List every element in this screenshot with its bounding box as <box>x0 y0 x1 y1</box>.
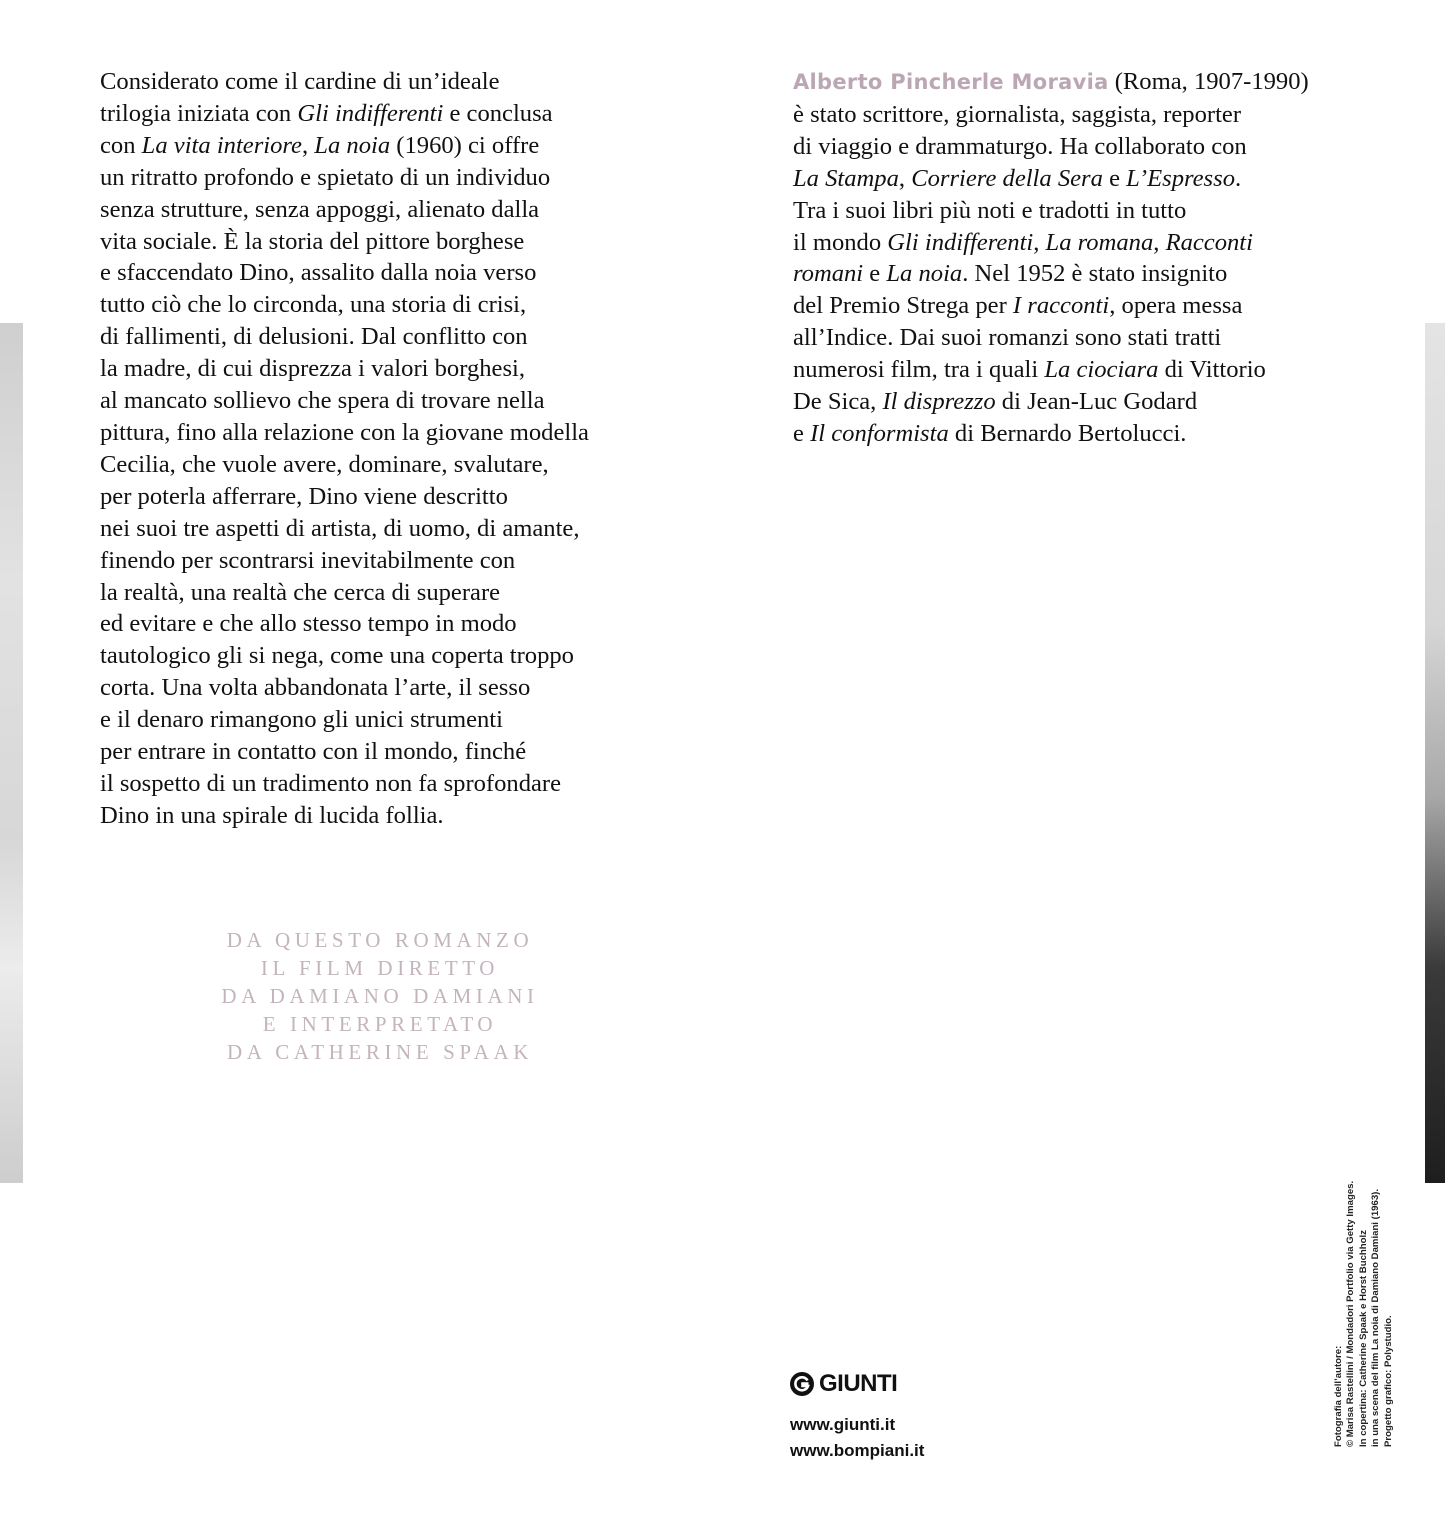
credit-line: Fotografia dell’autore: <box>1333 1345 1344 1447</box>
film-note-line: DA CATHERINE SPAAK <box>226 1040 534 1064</box>
bio-line: numerosi film, tra i quali La ciociara di Vittorio <box>793 356 1266 384</box>
website-link[interactable]: www.giunti.it <box>790 1415 896 1434</box>
bio-line: La Stampa, Corriere della Sera e L’Espresso. <box>793 164 1242 192</box>
bio-line: De Sica, Il disprezzo di Jean-Luc Godard <box>793 388 1198 416</box>
bio-line: Alberto Pincherle Moravia (Roma, 1907-1990) <box>793 68 1309 95</box>
blurb-line: senza strutture, senza appoggi, alienato dalla <box>100 195 540 223</box>
book-blurb <box>100 66 690 832</box>
italic-title: La noia <box>886 260 963 288</box>
blurb-line: tautologico gli si nega, come una coperta troppo <box>100 642 574 670</box>
film-note-line: DA DAMIANO DAMIANI <box>221 984 539 1008</box>
film-note-line: E INTERPRETATO <box>262 1012 498 1036</box>
bio-line: Tra i suoi libri più noti e tradotti in tutto <box>793 196 1187 224</box>
cover-photo-edge-left <box>0 323 23 1183</box>
blurb-line: pittura, fino alla relazione con la giovane modella <box>100 418 589 446</box>
bio-line: il mondo Gli indifferenti, La romana, Racconti <box>793 228 1253 256</box>
italic-title: Racconti <box>1165 228 1253 256</box>
blurb-line: per poterla afferrare, Dino viene descritto <box>100 482 508 510</box>
blurb-line: con La vita interiore, La noia (1960) ci offre <box>100 131 540 159</box>
credit-line: © Marisa Rastellini / Mondadori Portfolio via Getty Images. <box>1345 1180 1357 1447</box>
italic-title: La noia <box>314 131 391 159</box>
blurb-line: finendo per scontrarsi inevitabilmente con <box>100 546 516 574</box>
film-note-line: IL FILM DIRETTO <box>260 956 500 980</box>
credit-line: Progetto grafico: Polystudio. <box>1382 1315 1394 1447</box>
bio-line: è stato scrittore, giornalista, saggista, reporter <box>793 100 1242 128</box>
film-note-line: DA QUESTO ROMANZO <box>226 928 534 952</box>
blurb-line: per entrare in contatto con il mondo, finché <box>100 738 527 766</box>
italic-title: Il conformista <box>810 419 949 447</box>
italic-title: romani <box>793 260 864 288</box>
author-name: Alberto Pincherle Moravia <box>793 70 1109 94</box>
bio-line: di viaggio e drammaturgo. Ha collaborato con <box>793 132 1247 160</box>
credit-line: in una scena del film La noia di Damiano Damiani (1963). <box>1370 1188 1382 1447</box>
bio-line: romani e La noia. Nel 1952 è stato insignito <box>793 260 1228 288</box>
italic-title: Gli indifferenti <box>297 99 444 127</box>
blurb-line: un ritratto profondo e spietato di un individuo <box>100 163 551 191</box>
blurb-line: Considerato come il cardine di un’ideale <box>100 68 500 95</box>
blurb-line: Dino in una spirale di lucida follia. <box>100 801 444 829</box>
bio-line: all’Indice. Dai suoi romanzi sono stati tratti <box>793 324 1222 352</box>
publisher-logo <box>789 1370 897 1398</box>
italic-title: Gli indifferenti <box>887 228 1034 256</box>
italic-title: La romana <box>1045 228 1154 256</box>
photo-credits <box>1333 1147 1395 1447</box>
italic-title: La ciociara <box>1044 356 1159 384</box>
blurb-line: corta. Una volta abbandonata l’arte, il sesso <box>100 674 531 702</box>
blurb-line: tutto ciò che lo circonda, una storia di crisi, <box>100 291 527 319</box>
cover-photo-edge-right <box>1425 323 1445 1183</box>
italic-title: Corriere della Sera <box>911 164 1103 192</box>
credit-line: In copertina: Catherine Spaak e Horst Buchholz <box>1357 1230 1369 1447</box>
bio-line: e Il conformista di Bernardo Bertolucci. <box>793 419 1187 447</box>
film-adaptation-note <box>160 926 600 1066</box>
blurb-line: vita sociale. È la storia del pittore borghese <box>100 227 525 255</box>
blurb-line: e il denaro rimangono gli unici strumenti <box>100 706 503 734</box>
blurb-line: trilogia iniziata con Gli indifferenti e conclusa <box>100 99 553 127</box>
website-link[interactable]: www.bompiani.it <box>790 1441 925 1460</box>
blurb-line: la realtà, una realtà che cerca di superare <box>100 578 501 606</box>
blurb-line: al mancato sollievo che spera di trovare nella <box>100 387 545 415</box>
blurb-line: e sfaccendato Dino, assalito dalla noia verso <box>100 259 537 287</box>
author-bio <box>793 66 1353 450</box>
blurb-line: la madre, di cui disprezza i valori borghesi, <box>100 355 526 383</box>
blurb-line: Cecilia, che vuole avere, dominare, svalutare, <box>100 450 549 478</box>
blurb-line: nei suoi tre aspetti di artista, di uomo, di amante, <box>100 514 580 542</box>
italic-title: Il disprezzo <box>882 388 996 416</box>
publisher-websites <box>790 1412 924 1464</box>
italic-title: I racconti <box>1012 292 1110 320</box>
blurb-line: il sospetto di un tradimento non fa sprofondare <box>100 769 562 797</box>
bio-line: del Premio Strega per I racconti, opera messa <box>793 292 1243 320</box>
publisher-logo-text: GIUNTI <box>819 1370 898 1397</box>
giunti-g-icon <box>789 1371 815 1397</box>
blurb-line: ed evitare e che allo stesso tempo in modo <box>100 610 517 638</box>
italic-title: La vita interiore <box>141 131 302 159</box>
italic-title: La Stampa <box>793 164 899 192</box>
italic-title: L’Espresso <box>1126 164 1235 192</box>
blurb-line: di fallimenti, di delusioni. Dal conflitto con <box>100 323 528 351</box>
